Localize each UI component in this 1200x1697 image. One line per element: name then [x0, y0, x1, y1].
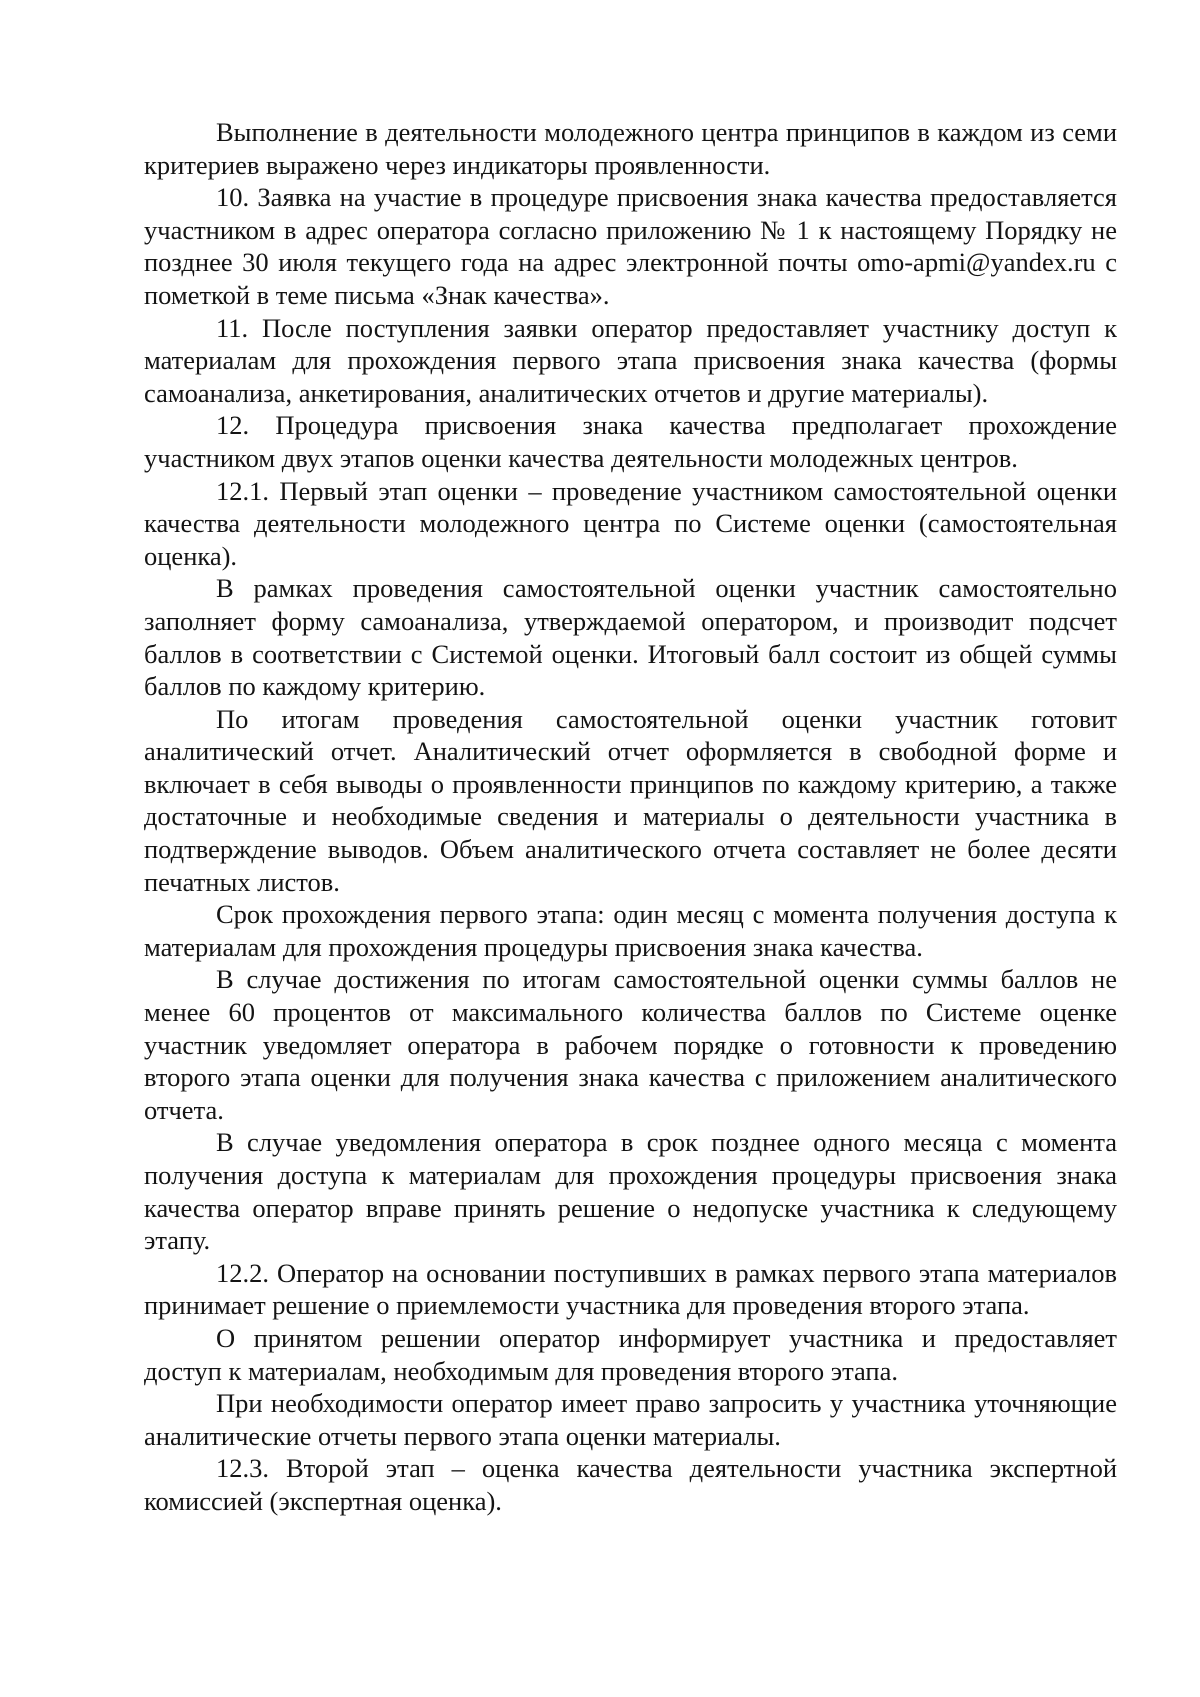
paragraph-self-assessment: В рамках проведения самостоятельной оценки участник самостоятельно заполняет форму самоанализа, утверждаемой оператором, и производит подсчет баллов в соответствии с Системой оценки. Итоговый балл состоит из общей суммы баллов по каждому критерию.: [144, 573, 1117, 702]
paragraph-score-threshold: В случае достижения по итогам самостоятельной оценки суммы баллов не менее 60 процентов от максимального количества баллов по Системе оценке участник уведомляет оператора в рабочем порядке о готовности к проведению второго этапа оценки для получения знака качества с приложением аналитического отчета.: [144, 964, 1117, 1125]
paragraph-first-stage-term: Срок прохождения первого этапа: один месяц с момента получения доступа к материалам для прохождения процедуры присвоения знака качества.: [144, 899, 1117, 962]
paragraph-analytical-report: По итогам проведения самостоятельной оценки участник готовит аналитический отчет. Аналитический отчет оформляется в свободной форме и включает в себя выводы о проявленности принципов по каждому критерию, а также достаточные и необходимые сведения и материалы о деятельности участника в подтверждение выводов. Объем аналитического отчета составляет не более десяти печатных листов.: [144, 703, 1117, 897]
paragraph-12-procedure: 12. Процедура присвоения знака качества предполагает прохождение участником двух этапов оценки качества деятельности молодежных центров.: [144, 410, 1117, 473]
document-body: [144, 116, 1117, 1518]
paragraph-11-access: 11. После поступления заявки оператор предоставляет участнику доступ к материалам для прохождения первого этапа присвоения знака качества (формы самоанализа, анкетирования, аналитических отчетов и другие материалы).: [144, 312, 1117, 408]
paragraph-decision-notice: О принятом решении оператор информирует участника и предоставляет доступ к материалам, необходимым для проведения второго этапа.: [144, 1322, 1117, 1386]
paragraph-12-2-operator-decision: 12.2. Оператор на основании поступивших в рамках первого этапа материалов принимает решение о приемлемости участника для проведения второго этапа.: [144, 1257, 1117, 1321]
paragraph-late-notice: В случае уведомления оператора в срок позднее одного месяца с момента получения доступа к материалам для прохождения процедуры присвоения знака качества оператор вправе принять решение о недопуске участника к следующему этапу.: [144, 1127, 1117, 1256]
paragraph-12-1-first-stage: 12.1. Первый этап оценки – проведение участником самостоятельной оценки качества деятельности молодежного центра по Системе оценки (самостоятельная оценка).: [144, 475, 1117, 571]
paragraph-10-application: 10. Заявка на участие в процедуре присвоения знака качества предоставляется участником в адрес оператора согласно приложению № 1 к настоящему Порядку не позднее 30 июля текущего года на адрес электронной почты omo-apmi@yandex.ru с пометкой в теме письма «Знак качества».: [144, 182, 1117, 310]
paragraph-intro-criteria: Выполнение в деятельности молодежного центра принципов в каждом из семи критериев выражено через индикаторы проявленности.: [144, 117, 1117, 180]
paragraph-clarifying-reports: При необходимости оператор имеет право запросить у участника уточняющие аналитические отчеты первого этапа оценки материалы.: [144, 1388, 1117, 1451]
paragraph-12-3-second-stage: 12.3. Второй этап – оценка качества деятельности участника экспертной комиссией (экспертная оценка).: [144, 1453, 1117, 1516]
